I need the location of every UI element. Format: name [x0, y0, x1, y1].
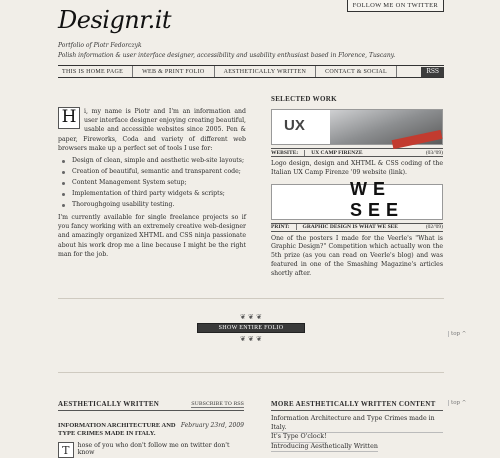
nav-item-written[interactable]: AESTHETICALLY WRITTEN	[215, 66, 317, 77]
list-item[interactable]: Introducing Aesthetically Written	[271, 443, 378, 453]
work-type-label: WEBSITE:	[271, 149, 299, 156]
top-link[interactable]: top ^	[448, 400, 466, 406]
divider	[58, 298, 444, 299]
more-content-list	[271, 415, 443, 452]
post-excerpt-text: hose of you who don't follow me on twitter don't know	[77, 442, 230, 456]
site-logo[interactable]: Designr.it	[58, 6, 172, 34]
aesthetically-written-title: AESTHETICALLY WRITTEN	[58, 400, 160, 408]
ornament-bottom-icon: ❦ ❦ ❦	[239, 335, 263, 343]
selected-work-title: SELECTED WORK	[271, 95, 337, 103]
list-item[interactable]: It's Type O'clock!	[271, 433, 327, 443]
section-header	[58, 400, 244, 411]
post-dropcap: T	[58, 442, 74, 458]
list-item[interactable]: Information Architecture and Type Crimes made in Italy.	[271, 415, 443, 433]
divider	[58, 372, 444, 373]
work-meta-poster	[271, 223, 443, 232]
services-list	[58, 157, 246, 209]
nav-item-folio[interactable]: WEB & PRINT FOLIO	[133, 66, 215, 77]
post-date: February 23rd, 2009	[180, 422, 244, 429]
work-type-label: PRINT:	[271, 224, 290, 231]
top-link[interactable]: top ^	[448, 331, 466, 337]
more-content-title: MORE AESTHETICALLY WRITTEN CONTENT	[271, 400, 436, 408]
follow-twitter-button[interactable]: FOLLOW ME ON TWITTER	[347, 0, 444, 12]
tagline-description: Polish information & user interface designer, accessibility and usability enthusiast based in Florence, Tuscany.	[58, 52, 396, 59]
aesthetically-written-section	[58, 400, 244, 458]
more-content-section	[271, 400, 443, 452]
selected-work-section	[271, 95, 443, 279]
work-thumbnail-poster[interactable]	[271, 178, 443, 220]
list-item: Implementation of third party widgets & scripts;	[58, 190, 246, 198]
work-description-uxcamp: Logo design, design and XHTML & CSS coding of the Italian UX Camp Firenze '09 website (link).	[271, 160, 443, 176]
list-item: Creation of beautiful, semantic and transparent code;	[58, 168, 246, 176]
subscribe-rss-link[interactable]: SUBSCRIBE TO RSS	[191, 401, 244, 407]
intro-dropcap: H	[58, 107, 80, 129]
section-header	[271, 400, 443, 411]
work-title-link[interactable]: GRAPHIC DESIGN IS WHAT WE SEE	[296, 224, 422, 230]
list-item: Thoroughgoing usability testing.	[58, 201, 246, 209]
tagline-portfolio: Portfolio of Piotr Fedorczyk	[58, 42, 142, 49]
post-excerpt	[58, 442, 244, 458]
ux-logo: UX	[284, 117, 305, 134]
rss-button[interactable]: RSS	[421, 67, 444, 77]
intro-paragraph-2: I'm currently available for single freelance projects so if you fancy working with an extremely creative web-designer and amazingly organized XHTML and CSS ninja passionate about his work drop me a line because I might be the right man for the job.	[58, 214, 246, 258]
nav-item-home[interactable]: THIS IS HOME PAGE	[58, 66, 133, 77]
work-date: (02/'09)	[425, 224, 443, 231]
intro-paragraph-1: i, my name is Piotr and I'm an information and user interface designer enjoying creating beautiful, usable and accessible websites since 2005. Pen & paper, Fireworks, Coda and variety of different web browsers make up a perfect set of tools I use for:	[58, 108, 247, 152]
work-title-link[interactable]: UX CAMP FIRENZE	[304, 150, 422, 156]
work-date: (03/'09)	[425, 149, 443, 156]
nav-item-contact[interactable]: CONTACT & SOCIAL	[316, 66, 397, 77]
list-item: Design of clean, simple and aesthetic web-site layouts;	[58, 157, 246, 165]
poster-text: WE SEE	[350, 178, 405, 220]
list-item: Content Management System setup;	[58, 179, 246, 187]
post-title-link[interactable]: INFORMATION ARCHITECTURE AND TYPE CRIMES MADE IN ITALY.	[58, 422, 176, 437]
work-thumbnail-uxcamp[interactable]	[271, 109, 443, 145]
main-nav	[58, 65, 444, 78]
work-meta-uxcamp	[271, 148, 443, 157]
intro-section	[58, 107, 246, 259]
post-header	[58, 422, 244, 438]
ornament-top-icon: ❦ ❦ ❦	[239, 313, 263, 321]
work-description-poster: One of the posters I made for the Veerle's "What is Graphic Design?" Competition which actually won the 5th prize (as you can read on Veerle's blog) and was featured in one of the Smashing Magazine's articles shortly after.	[271, 234, 443, 277]
show-entire-folio-button[interactable]: SHOW ENTIRE FOLIO	[197, 323, 305, 333]
